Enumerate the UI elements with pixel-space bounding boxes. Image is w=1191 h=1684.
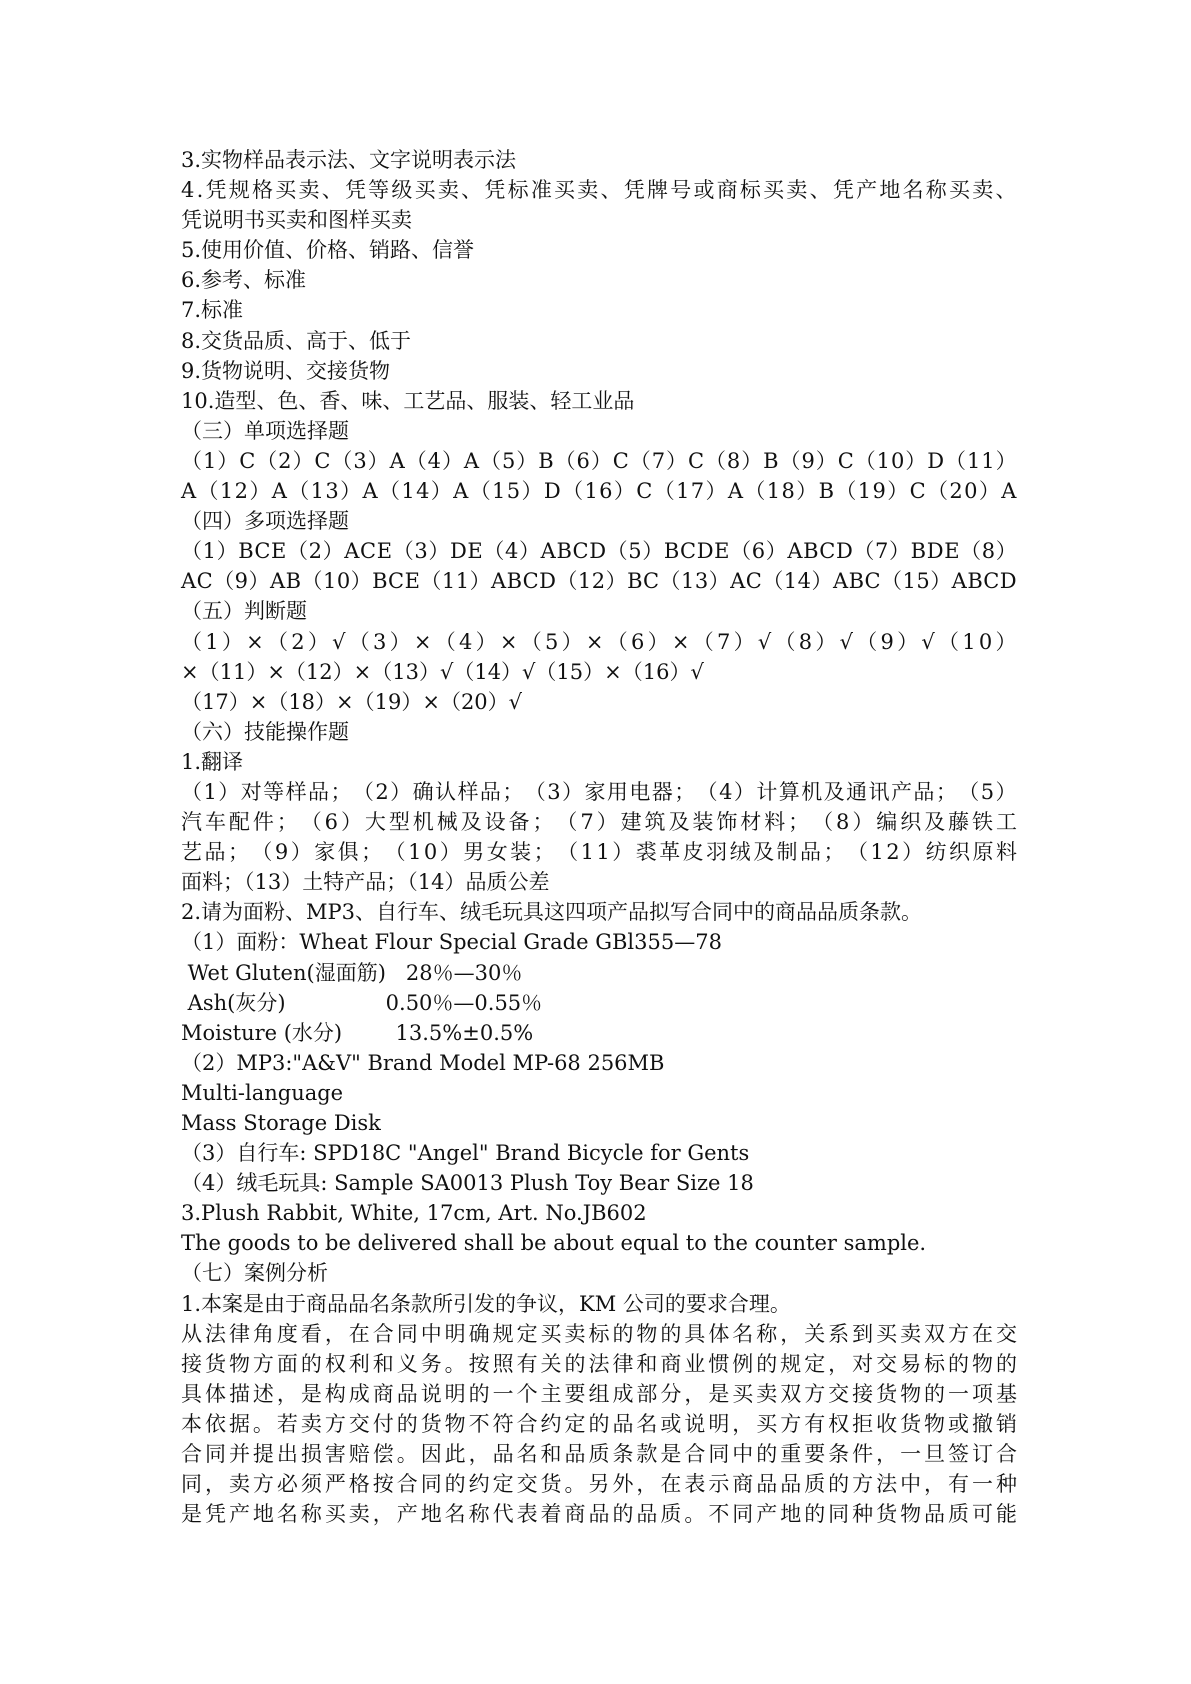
- text-line: Mass Storage Disk: [181, 1111, 381, 1135]
- text-line: （七）案例分析: [181, 1261, 328, 1286]
- text-line: （ 1 ） 对 等 样 品 ； （ 2 ） 确 认 样 品 ； （ 3 ） 家 用 电 器 ； （ 4 ） 计 算 机 及 通 讯 产 品 ； （ 5 ）: [181, 779, 1017, 804]
- text-line: The goods to be delivered shall be about equal to the counter sample.: [181, 1231, 927, 1256]
- text-line: 凭说明书买卖和图样买卖: [181, 208, 412, 233]
- text-line: A （ 1 2 ） A （ 1 3 ） A （ 1 4 ） A （ 1 5 ） D （ 1 6 ） C （ 1 7 ） A （ 1 8 ） B （ 1 9 ） C （ 2 0 ） A: [181, 479, 1017, 504]
- text-line: 8.交货品质、高于、低于: [181, 328, 412, 353]
- text-line: 接 货 物 方 面 的 权 利 和 义 务 。 按 照 有 关 的 法 律 和 商 业 惯 例 的 规 定 ， 对 交 易 标 的 物 的: [181, 1351, 1017, 1376]
- text-line: 面料；（13）土特产品；（14）品质公差: [181, 870, 550, 895]
- text-line: （3）自行车: SPD18C "Angel" Brand Bicycle for Gents: [181, 1141, 750, 1166]
- text-line: （五）判断题: [181, 599, 307, 624]
- text-line: 3.Plush Rabbit, White, 17cm, Art. No.JB602: [181, 1201, 647, 1226]
- text-line: 具 体 描 述 ， 是 构 成 商 品 说 明 的 一 个 主 要 组 成 部 分 ， 是 买 卖 双 方 交 接 货 物 的 一 项 基: [181, 1381, 1017, 1406]
- text-line: 汽 车 配 件 ； （ 6 ） 大 型 机 械 及 设 备 ； （ 7 ） 建 筑 及 装 饰 材 料 ； （ 8 ） 编 织 及 藤 铁 工: [181, 810, 1017, 835]
- text-line: 3.实物样品表示法、文字说明表示法: [181, 148, 517, 172]
- text-line: 1.本案是由于商品品名条款所引发的争议，KM 公司的要求合理。: [181, 1291, 791, 1316]
- text-line: （4）绒毛玩具: Sample SA0013 Plush Toy Bear Size 18: [181, 1171, 754, 1196]
- text-line: 9.货物说明、交接货物: [181, 358, 391, 383]
- text-line: 艺 品 ； （ 9 ） 家 俱 ； （ 1 0 ） 男 女 装 ； （ 1 1 ） 裘 革 皮 羽 绒 及 制 品 ； （ 1 2 ） 纺 织 原 料: [181, 840, 1017, 865]
- text-line: Multi-language: [181, 1080, 344, 1105]
- text-line: （ 1 ） C （ 2 ） C （ 3 ） A （ 4 ） A （ 5 ） B （ 6 ） C （ 7 ） C （ 8 ） B （ 9 ） C （ 1 0 ） D （ 1 1 ）: [181, 448, 1017, 473]
- text-line: （17）×（18）×（19）×（20）√: [181, 689, 523, 714]
- text-line: （ 1 ） × （ 2 ） √ （ 3 ） × （ 4 ） × （ 5 ） × （ 6 ） × （ 7 ） √ （ 8 ） √ （ 9 ） √ （ 1 0 ）: [181, 629, 1017, 654]
- text-line: 1.翻译: [181, 749, 244, 774]
- text-line: Ash(灰分) 0.50％—0.55％: [181, 990, 543, 1015]
- text-line: 2.请为面粉、MP3、自行车、绒毛玩具这四项产品拟写合同中的商品品质条款。: [181, 900, 923, 925]
- text-line: （ 1 ） B C E （ 2 ） A C E （ 3 ） D E （ 4 ） A B C D （ 5 ） B C D E （ 6 ） A B C D （ 7 ） B D E （ 8 ）: [181, 539, 1017, 564]
- text-line: 同 ， 卖 方 必 须 严 格 按 合 同 的 约 定 交 货 。 另 外 ， 在 表 示 商 品 品 质 的 方 法 中 ， 有 一 种: [181, 1472, 1017, 1497]
- text-line: A C （ 9 ） A B （ 1 0 ） B C E （ 1 1 ） A B C D （ 1 2 ） B C （ 1 3 ） A C （ 1 4 ） A B C （ 1 5 ） A B C D: [181, 569, 1017, 594]
- text-line: 合 同 并 提 出 损 害 赔 偿 。 因 此 ， 品 名 和 品 质 条 款 是 合 同 中 的 重 要 条 件 ， 一 旦 签 订 合: [181, 1442, 1017, 1467]
- text-line: （四）多项选择题: [181, 509, 349, 534]
- text-line: 6.参考、标准: [181, 268, 307, 293]
- text-line: 5.使用价值、价格、销路、信誉: [181, 238, 475, 263]
- document-body: [181, 145, 1017, 1529]
- text-line: （2）MP3:"A&V" Brand Model MP-68 256MB: [181, 1050, 665, 1075]
- text-line: Moisture (水分) 13.5%±0.5%: [181, 1020, 534, 1045]
- text-line: Wet Gluten(湿面筋) 28％—30％: [181, 960, 523, 985]
- text-line: ×（11）×（12）×（13）√（14）√（15）×（16）√: [181, 659, 704, 684]
- text-line: 10.造型、色、香、味、工艺品、服装、轻工业品: [181, 388, 635, 413]
- text-line: （六）技能操作题: [181, 719, 349, 744]
- text-line: （1）面粉：Wheat Flour Special Grade GBl355—78: [181, 930, 722, 955]
- text-line: 从 法 律 角 度 看 ， 在 合 同 中 明 确 规 定 买 卖 标 的 物 的 具 体 名 称 ， 关 系 到 买 卖 双 方 在 交: [181, 1321, 1017, 1346]
- text-line: 4 . 凭 规 格 买 卖 、 凭 等 级 买 卖 、 凭 标 准 买 卖 、 凭 牌 号 或 商 标 买 卖 、 凭 产 地 名 称 买 卖 、: [181, 178, 1017, 203]
- text-line: 本 依 据 。 若 卖 方 交 付 的 货 物 不 符 合 约 定 的 品 名 或 说 明 ， 买 方 有 权 拒 收 货 物 或 撤 销: [181, 1411, 1017, 1436]
- text-line: 是 凭 产 地 名 称 买 卖 ， 产 地 名 称 代 表 着 商 品 的 品 质 。 不 同 产 地 的 同 种 货 物 品 质 可 能: [181, 1502, 1017, 1527]
- text-line: 7.标准: [181, 298, 244, 323]
- text-line: （三）单项选择题: [181, 418, 349, 443]
